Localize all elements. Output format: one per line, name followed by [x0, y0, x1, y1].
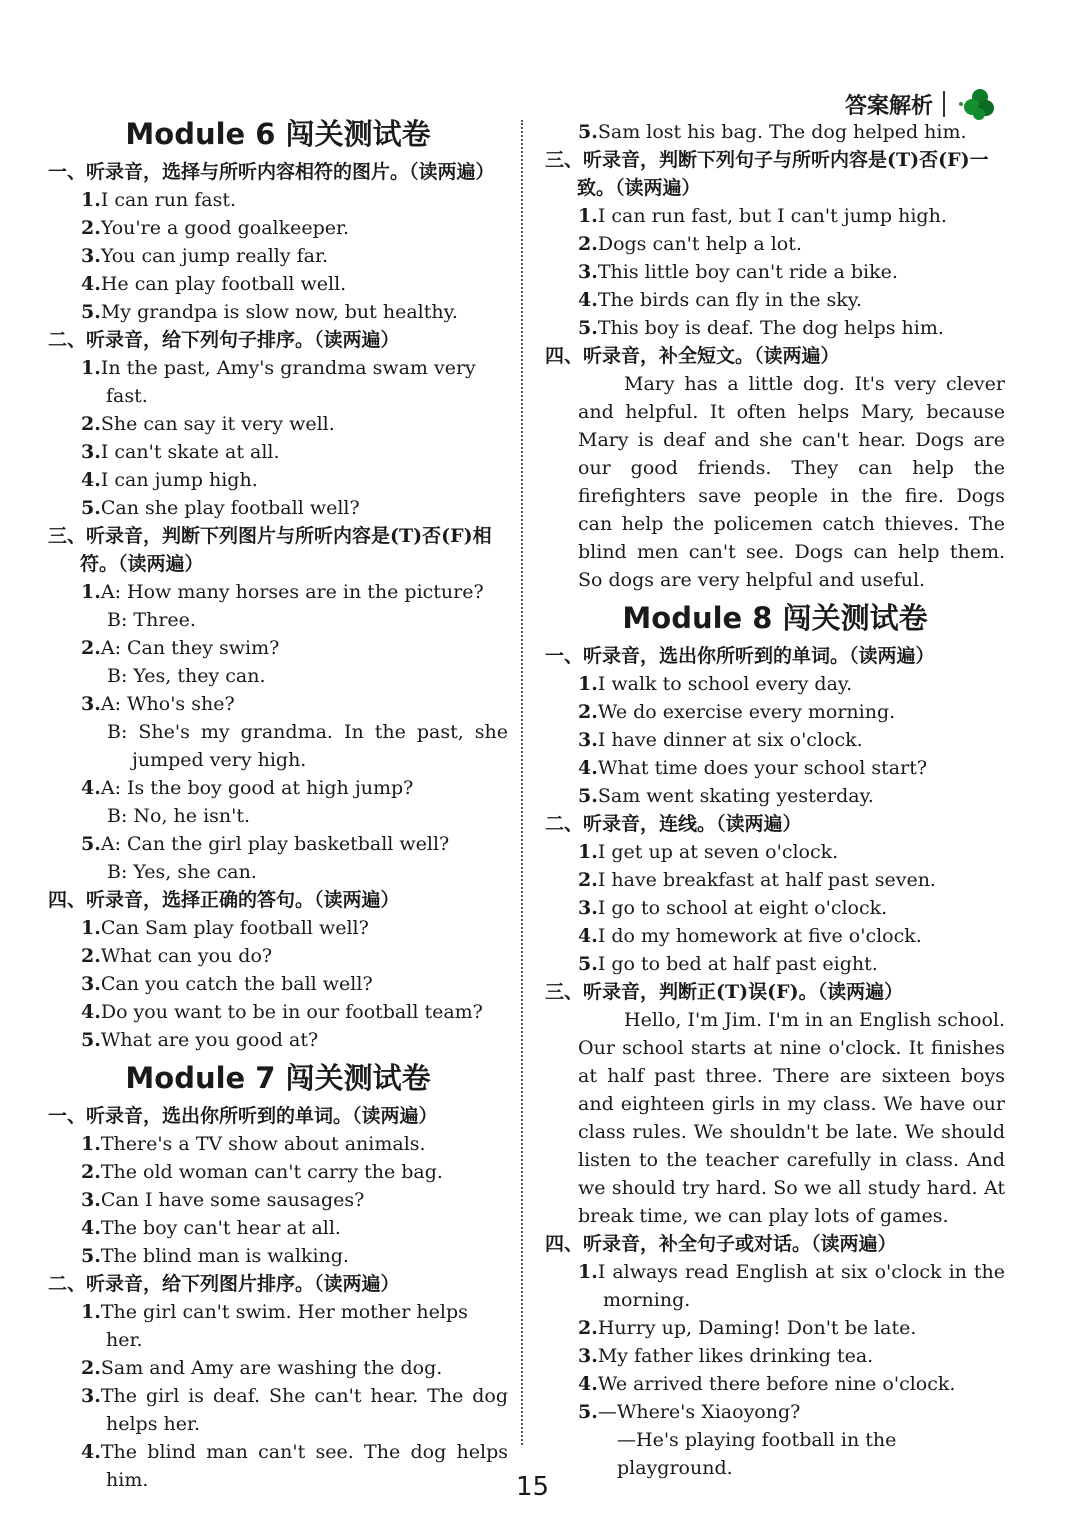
list-item: 2.You're a good goalkeeper. [81, 217, 350, 239]
list-item: 3.This little boy can't ride a bike. [578, 261, 898, 283]
list-item: 5.Sam lost his bag. The dog helped him. [578, 121, 967, 143]
header-title: 答案解析 [844, 93, 933, 119]
list-item: 1.I always read English at six o'clock in the morning. [578, 1261, 1005, 1311]
m7-section-2 [48, 1270, 508, 1494]
list-item: 2.What can you do? [81, 945, 273, 967]
right-column [545, 118, 1005, 1482]
m7-section-3 [545, 146, 1005, 342]
section-title: 三、听录音，判断正(T)误(F)。（读两遍） [545, 981, 904, 1003]
list-item: 2.I have breakfast at half past seven. [578, 869, 936, 891]
list-item: 5.The blind man is walking. [81, 1245, 349, 1267]
list-item: 4.I do my homework at five o'clock. [578, 925, 922, 947]
m6-section-2 [48, 326, 508, 522]
list-item: 5.Sam went skating yesterday. [578, 785, 874, 807]
list-item: 5.This boy is deaf. The dog helps him. [578, 317, 944, 339]
header-separator [943, 91, 945, 117]
left-column [48, 110, 508, 1494]
list-item: 2.Dogs can't help a lot. [578, 233, 802, 255]
list-item: 3.The girl is deaf. She can't hear. The dog helps her. [81, 1385, 508, 1435]
m8-section-1 [545, 642, 1005, 810]
section-title: 三、听录音，判断下列图片与所听内容是(T)否(F)相符。（读两遍） [48, 525, 492, 575]
list-item: 1.I can run fast. [81, 189, 237, 211]
list-item: 5.Can she play football well? [81, 497, 360, 519]
list-item: 1.I walk to school every day. [578, 673, 853, 695]
m6-section-3 [48, 522, 508, 886]
list-item: 3.I can't skate at all. [81, 441, 280, 463]
m7-section-4 [545, 342, 1005, 594]
passage: Hello, I'm Jim. I'm in an English school. Our school starts at nine o'clock. It finishes at half past three. There are sixteen boys and eighteen girls in my class. We have our class rules. We shouldn't be late. We should listen to the teacher carefully in class. And we should try hard. So we all study hard. At break time, we can play lots of games. [578, 1009, 1005, 1227]
section-title: 一、听录音，选择与所听内容相符的图片。（读两遍） [48, 161, 495, 183]
list-item: 2.The old woman can't carry the bag. [81, 1161, 443, 1183]
list-item: 4.The blind man can't see. The dog helps him. [81, 1441, 508, 1491]
dialogue-item: 3.A: Who's she? B: She's my grandma. In the past, she jumped very high. [81, 693, 508, 771]
section-title: 四、听录音，补全句子或对话。（读两遍） [545, 1233, 897, 1255]
module-8-title: Module 8 闯关测试卷 [622, 601, 928, 635]
section-title: 一、听录音，选出你所听到的单词。（读两遍） [545, 645, 935, 667]
column-divider [521, 120, 523, 1445]
module-7-title: Module 7 闯关测试卷 [125, 1061, 431, 1095]
list-item: 3.I have dinner at six o'clock. [578, 729, 863, 751]
m8-section-2 [545, 810, 1005, 978]
list-item: 3.I go to school at eight o'clock. [578, 897, 888, 919]
list-item: 4.We arrived there before nine o'clock. [578, 1373, 956, 1395]
list-item: 2.Hurry up, Daming! Don't be late. [578, 1317, 917, 1339]
section-title: 四、听录音，选择正确的答句。（读两遍） [48, 889, 400, 911]
list-item: 1.I get up at seven o'clock. [578, 841, 839, 863]
page-number: 15 [515, 1472, 550, 1502]
dialogue-item: 5.A: Can the girl play basketball well? B: Yes, she can. [81, 833, 450, 883]
list-item: 1.There's a TV show about animals. [81, 1133, 426, 1155]
list-item: 3.My father likes drinking tea. [578, 1345, 874, 1367]
m6-section-4 [48, 886, 508, 1054]
m6-section-1 [48, 158, 508, 326]
section-title: 三、听录音，判断下列句子与所听内容是(T)否(F)一致。（读两遍） [545, 149, 989, 199]
list-item: 5.I go to bed at half past eight. [578, 953, 878, 975]
page-header [845, 86, 995, 122]
m8-section-4 [545, 1230, 1005, 1482]
list-item: 5.My grandpa is slow now, but healthy. [81, 301, 458, 323]
section-title: 二、听录音，给下列句子排序。（读两遍） [48, 329, 400, 351]
list-item: 4.Do you want to be in our football team? [81, 1001, 483, 1023]
list-item: 1.Can Sam play football well? [81, 917, 369, 939]
list-item: 4.I can jump high. [81, 469, 258, 491]
section-title: 一、听录音，选出你所听到的单词。（读两遍） [48, 1105, 438, 1127]
list-item: 4.What time does your school start? [578, 757, 928, 779]
dialogue-item: 2.A: Can they swim? B: Yes, they can. [81, 637, 280, 687]
list-item: 2.She can say it very well. [81, 413, 335, 435]
list-item: 3.Can you catch the ball well? [81, 973, 373, 995]
dialogue-item: 1.A: How many horses are in the picture? B: Three. [81, 581, 484, 631]
section-title: 二、听录音，给下列图片排序。（读两遍） [48, 1273, 400, 1295]
list-item: 1.In the past, Amy's grandma swam very fast. [81, 357, 476, 407]
section-title: 二、听录音，连线。（读两遍） [545, 813, 802, 835]
list-item: 2.We do exercise every morning. [578, 701, 896, 723]
list-item: 3.Can I have some sausages? [81, 1189, 365, 1211]
clover-logo-icon [955, 87, 995, 121]
list-item: 4.He can play football well. [81, 273, 347, 295]
list-item: 4.The birds can fly in the sky. [578, 289, 863, 311]
list-item: 1.The girl can't swim. Her mother helps her. [81, 1301, 468, 1351]
m7-section-1 [48, 1102, 508, 1270]
list-item: 4.The boy can't hear at all. [81, 1217, 341, 1239]
dialogue-item: 5.—Where's Xiaoyong? —He's playing football in the playground. [578, 1401, 897, 1479]
passage: Mary has a little dog. It's very clever and helpful. It often helps Mary, because Mary is deaf and she can't hear. Dogs are our good friends. They can help the firefighters save people in the fire. Dogs can help the policemen catch thieves. The blind men can't see. Dogs can help them. So dogs are very helpful and useful. [578, 373, 1005, 591]
list-item: 2.Sam and Amy are washing the dog. [81, 1357, 443, 1379]
list-item: 5.What are you good at? [81, 1029, 319, 1051]
module-6-title: Module 6 闯关测试卷 [125, 117, 431, 151]
section-title: 四、听录音，补全短文。（读两遍） [545, 345, 840, 367]
dialogue-item: 4.A: Is the boy good at high jump? B: No, he isn't. [81, 777, 414, 827]
list-item: 3.You can jump really far. [81, 245, 329, 267]
m8-section-3 [545, 978, 1005, 1230]
list-item: 1.I can run fast, but I can't jump high. [578, 205, 947, 227]
